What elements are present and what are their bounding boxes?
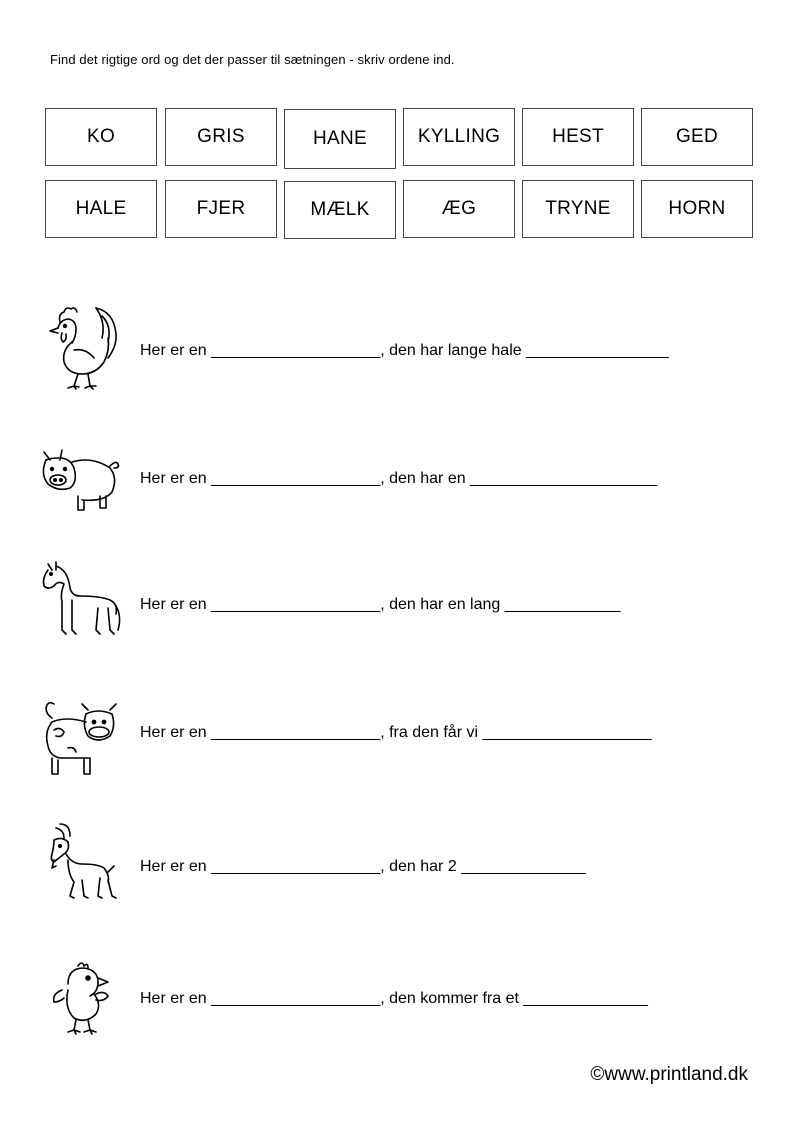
word-box: TRYNE [522, 180, 634, 238]
exercise-row [0, 300, 800, 410]
pig-icon [38, 438, 122, 528]
word-box: KO [45, 108, 157, 166]
word-box: HANE [284, 109, 396, 169]
instruction-text: Find det rigtige ord og det der passer til sætningen - skriv ordene ind. [50, 52, 455, 67]
word-box: GED [641, 108, 753, 166]
word-box: GRIS [165, 108, 277, 166]
exercise-row [0, 438, 800, 548]
word-box: FJER [165, 180, 277, 238]
word-box: MÆLK [284, 181, 396, 239]
cow-icon [38, 694, 122, 784]
exercise-row [0, 694, 800, 804]
sentence: Her er en ___________________, den kommer fra et ______________ [140, 990, 648, 1007]
horse-icon [38, 556, 122, 646]
word-box: ÆG [403, 180, 515, 238]
chick-icon [38, 954, 122, 1044]
goat-icon [38, 820, 122, 910]
rooster-icon [38, 300, 122, 390]
exercise-row [0, 556, 800, 666]
sentence: Her er en ___________________, den har 2 ______________ [140, 858, 586, 875]
copyright-footer: ©www.printland.dk [590, 1064, 748, 1085]
exercise-row [0, 954, 800, 1064]
word-box: KYLLING [403, 108, 515, 166]
sentence: Her er en ___________________, fra den får vi ___________________ [140, 724, 652, 741]
word-box: HORN [641, 180, 753, 238]
sentence: Her er en ___________________, den har en lang _____________ [140, 596, 621, 613]
sentence: Her er en ___________________, den har lange hale ________________ [140, 342, 669, 359]
word-box: HEST [522, 108, 634, 166]
word-bank [0, 0, 800, 260]
word-box: HALE [45, 180, 157, 238]
sentence: Her er en ___________________, den har en _____________________ [140, 470, 657, 487]
exercise-row [0, 820, 800, 930]
